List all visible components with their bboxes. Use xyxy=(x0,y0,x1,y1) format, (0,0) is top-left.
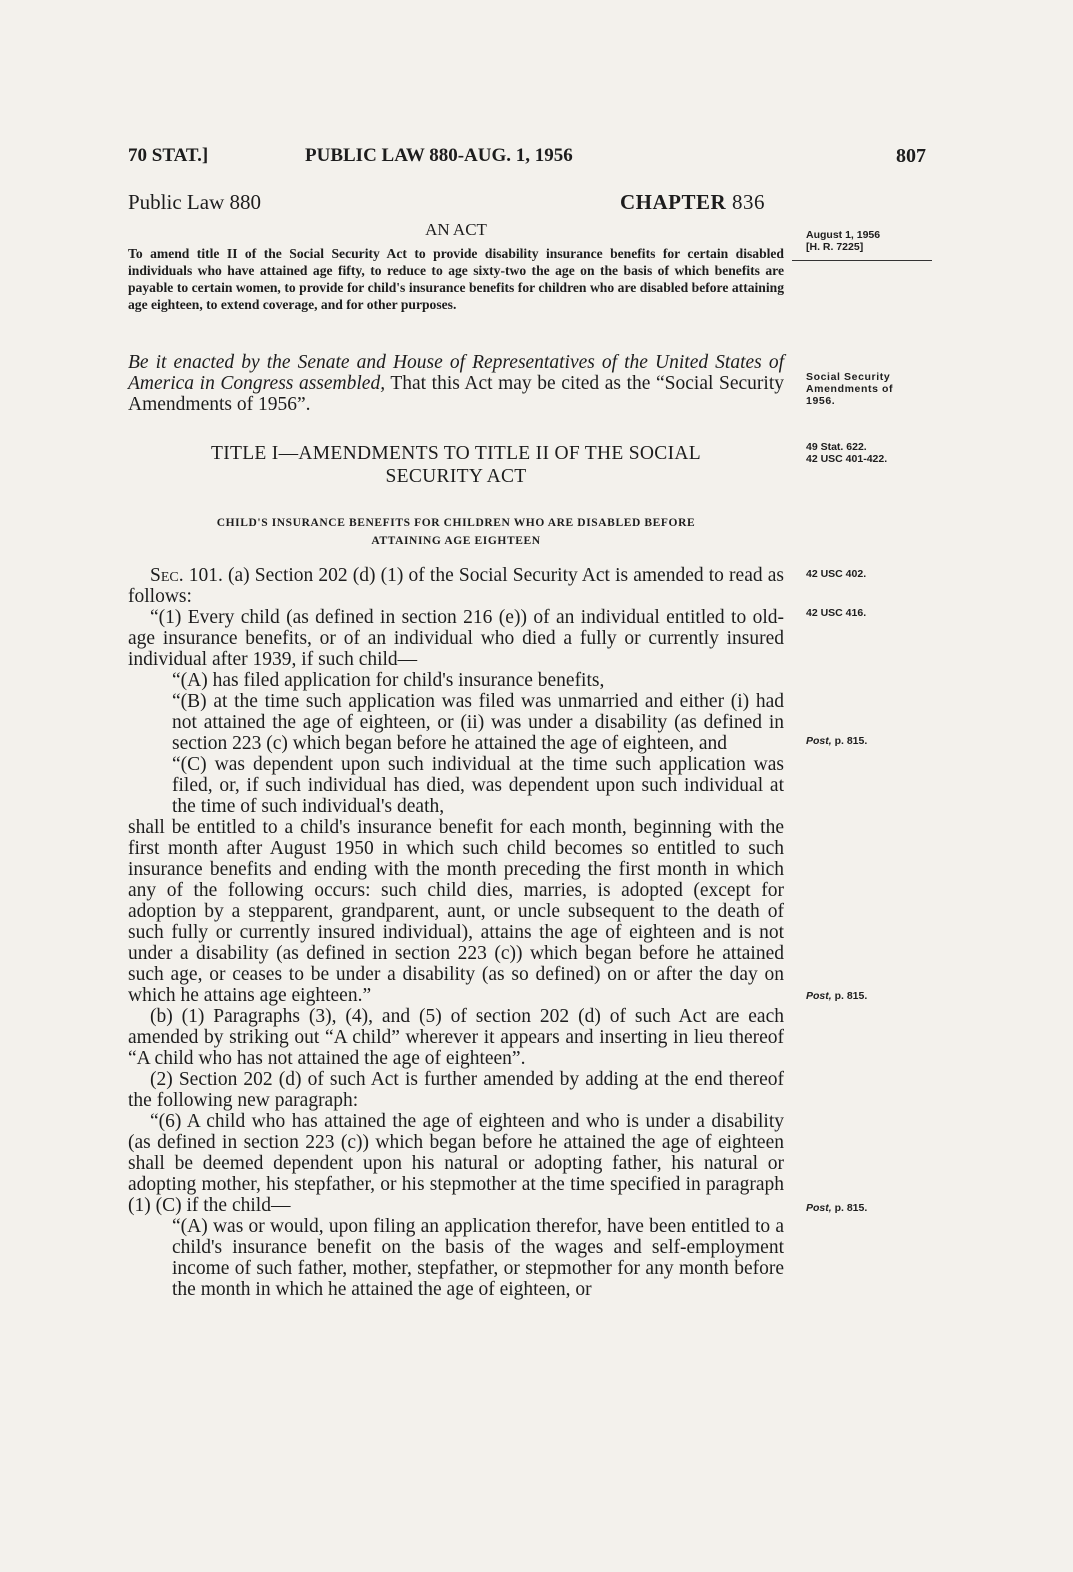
chapter-value: 836 xyxy=(731,190,765,214)
chapter-number xyxy=(620,190,765,215)
margin-bill: [H. R. 7225] xyxy=(806,241,864,253)
margin-note-stat xyxy=(806,441,936,465)
section-heading-line2: ATTAINING AGE EIGHTEEN xyxy=(371,535,541,547)
paragraph-6: “(6) A child who has attained the age of eighteen and who is under a disability (as defined in section 223 (c)) which began before he attained the age of eighteen shall be deemed dependent upon his natural or adopting father, his natural or adopting mother, his stepfather, or his stepmother at the time specified in paragraph (1) (C) if the child— xyxy=(128,1111,784,1216)
paragraph-b-2: (2) Section 202 (d) of such Act is further amended by adding at the end thereof the following new paragraph: xyxy=(128,1069,784,1111)
enacting-clause xyxy=(128,352,784,415)
post-label: Post, xyxy=(806,1202,832,1214)
page-number: 807 xyxy=(896,145,926,167)
paragraph-sec-101 xyxy=(128,565,784,607)
margin-date: August 1, 1956 xyxy=(806,229,881,241)
sec-101-text: 101. (a) Section 202 (d) (1) of the Social Security Act is amended to read as follows: xyxy=(128,565,784,607)
sec-label: Sec. xyxy=(150,565,184,586)
margin-stat-line1: 49 Stat. 622. xyxy=(806,441,867,453)
an-act-heading: AN ACT xyxy=(425,220,487,239)
enacting-clause-rest: That this Act may be cited as the “Social Security Amendments of 1956”. xyxy=(128,373,784,415)
title-heading-line1: TITLE I—AMENDMENTS TO TITLE II OF THE SOCIAL xyxy=(210,443,701,464)
post-label: Post, xyxy=(806,735,832,747)
margin-note-usc-402: 42 USC 402. xyxy=(806,568,867,580)
chapter-label: CHAPTER xyxy=(620,190,727,214)
paragraph-b-1: (b) (1) Paragraphs (3), (4), and (5) of section 202 (d) of such Act are each amended by striking out “A child” wherever it appears and inserting in lieu thereof “A child who has not attained the age of eighteen”. xyxy=(128,1006,784,1069)
enacting-clause-italic: Be it enacted by the Senate and House of Representatives of the United States of America in Congress assembled, xyxy=(128,352,784,394)
margin-note-usc-416: 42 USC 416. xyxy=(806,607,867,619)
paragraph-6-a: “(A) was or would, upon filing an application therefor, have been entitled to a child's insurance benefit on the basis of the wages and self-employment income of such father, mother, stepfather, or stepmother for any month before the month in which he attained the age of eighteen, or xyxy=(172,1216,784,1300)
margin-ssa-line2: Amendments of xyxy=(806,383,894,395)
running-head-title: PUBLIC LAW 880-AUG. 1, 1956 xyxy=(305,145,573,166)
title-heading-line2: SECURITY ACT xyxy=(385,466,527,487)
post-label: Post, xyxy=(806,990,832,1002)
paragraph-1-c: “(C) was dependent upon such individual at the time such application was filed, or, if such individual has died, was dependent upon such individual at the time of such individual's death, xyxy=(172,754,784,817)
margin-ssa-line3: 1956. xyxy=(806,395,836,407)
paragraph-1-a: “(A) has filed application for child's insurance benefits, xyxy=(172,670,605,691)
section-body xyxy=(128,565,784,1300)
act-purpose: To amend title II of the Social Security Act to provide disability insurance benefits for certain disabled individuals who have attained age fifty, to reduce to age sixty-two the age on the basis of which benefits are payable to certain women, to provide for child's insurance benefits for children who are disabled before attaining age eighteen, to extend coverage, and for other purposes. xyxy=(128,246,784,312)
post-page: p. 815. xyxy=(831,990,868,1002)
margin-note-post-2 xyxy=(806,990,936,1002)
margin-stat-line2: 42 USC 401-422. xyxy=(806,453,888,465)
title-heading xyxy=(128,442,784,488)
section-heading-line1: CHILD'S INSURANCE BENEFITS FOR CHILDREN WHO ARE DISABLED BEFORE xyxy=(216,517,696,529)
public-law-number: Public Law 880 xyxy=(128,190,261,214)
paragraph-entitlement: shall be entitled to a child's insurance benefit for each month, beginning with the first month after August 1950 in which such child becomes so entitled to such insurance benefits and ending with the month preceding the first month in which any of the following occurs: such child dies, marries, is adopted (except for adoption by a stepparent, grandparent, aunt, or uncle subsequent to the death of such fully or currently insured individual), attains the age of eighteen and is not under a disability (as defined in section 223 (c)) which began before he attained such age, or ceases to be under a disability (as so defined) on or after the day on which he attains age eighteen.” xyxy=(128,817,784,1006)
margin-note-short-title xyxy=(806,371,936,407)
margin-note-post-3 xyxy=(806,1202,936,1214)
margin-note-post-1 xyxy=(806,735,936,747)
post-page: p. 815. xyxy=(831,1202,868,1214)
margin-note-date xyxy=(806,229,932,253)
margin-ssa-line1: Social Security xyxy=(806,371,891,383)
paragraph-1: “(1) Every child (as defined in section 216 (e)) of an individual entitled to old-age insurance benefits, or of an individual who died a fully or currently insured individual after 1939, if such child— xyxy=(128,607,784,670)
paragraph-1-b: “(B) at the time such application was filed was unmarried and either (i) had not attained the age of eighteen, or (ii) was under a disability (as defined in section 223 (c) which began before he attained the age of eighteen, and xyxy=(172,691,784,754)
section-heading xyxy=(128,514,784,550)
margin-rule xyxy=(792,260,932,261)
post-page: p. 815. xyxy=(831,735,868,747)
running-head-volume: 70 STAT.] xyxy=(128,145,209,166)
